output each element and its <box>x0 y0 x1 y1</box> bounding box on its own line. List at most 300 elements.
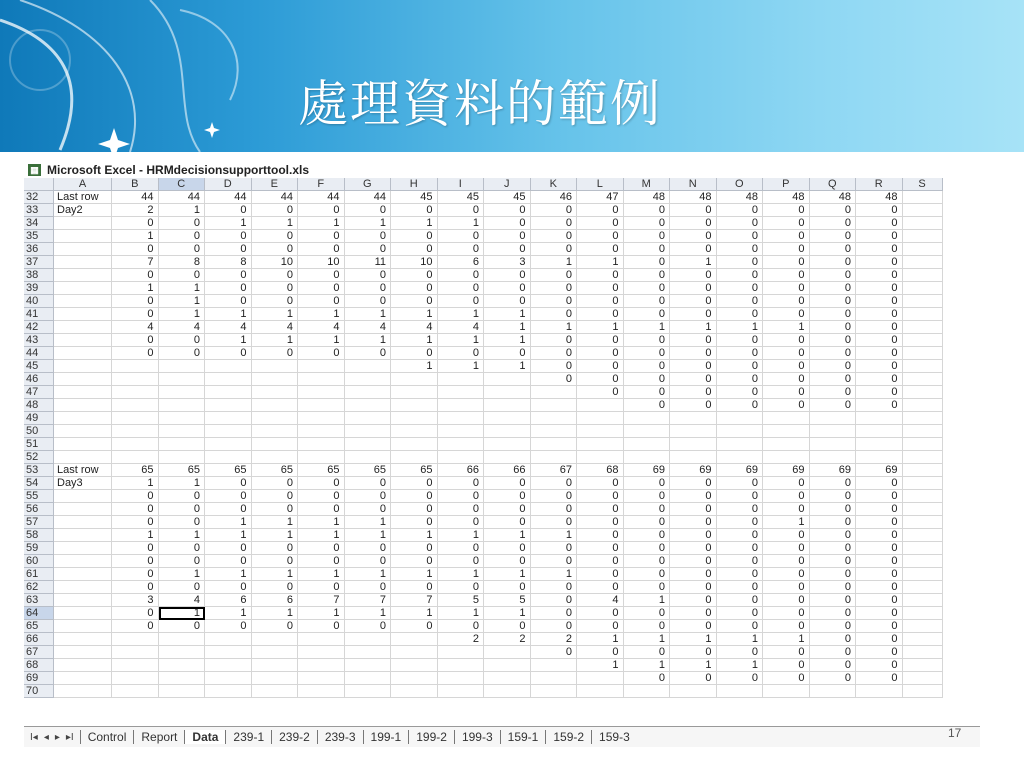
cell-e65[interactable]: 0 <box>252 620 299 633</box>
cell-h58[interactable]: 1 <box>391 529 438 542</box>
cell-n62[interactable]: 0 <box>670 581 717 594</box>
cell-m58[interactable]: 0 <box>624 529 671 542</box>
cell-o46[interactable]: 0 <box>717 373 764 386</box>
cell-f47[interactable] <box>298 386 345 399</box>
sheet-tab-159-2[interactable]: 159-2 <box>545 730 591 744</box>
cell-m67[interactable]: 0 <box>624 646 671 659</box>
cell-c67[interactable] <box>159 646 206 659</box>
cell-m69[interactable]: 0 <box>624 672 671 685</box>
row-header-32[interactable]: 32 <box>24 191 54 204</box>
cell-r48[interactable]: 0 <box>856 399 903 412</box>
cell-k70[interactable] <box>531 685 578 698</box>
cell-o48[interactable]: 0 <box>717 399 764 412</box>
row-header-58[interactable]: 58 <box>24 529 54 542</box>
cell-i53[interactable]: 66 <box>438 464 485 477</box>
cell-g47[interactable] <box>345 386 392 399</box>
cell-b62[interactable]: 0 <box>112 581 159 594</box>
cell-d53[interactable]: 65 <box>205 464 252 477</box>
cell-e53[interactable]: 65 <box>252 464 299 477</box>
cell-k40[interactable]: 0 <box>531 295 578 308</box>
cell-i46[interactable] <box>438 373 485 386</box>
cell-b48[interactable] <box>112 399 159 412</box>
cell-b67[interactable] <box>112 646 159 659</box>
cell-l41[interactable]: 0 <box>577 308 624 321</box>
cell-a36[interactable] <box>54 243 112 256</box>
cell-q42[interactable]: 0 <box>810 321 857 334</box>
cell-g65[interactable]: 0 <box>345 620 392 633</box>
cell-f43[interactable]: 1 <box>298 334 345 347</box>
cell-o64[interactable]: 0 <box>717 607 764 620</box>
cell-l67[interactable]: 0 <box>577 646 624 659</box>
cell-g42[interactable]: 4 <box>345 321 392 334</box>
cell-m45[interactable]: 0 <box>624 360 671 373</box>
cell-k52[interactable] <box>531 451 578 464</box>
cell-h49[interactable] <box>391 412 438 425</box>
cell-l32[interactable]: 47 <box>577 191 624 204</box>
cell-a48[interactable] <box>54 399 112 412</box>
cell-s65[interactable] <box>903 620 943 633</box>
cell-g59[interactable]: 0 <box>345 542 392 555</box>
cell-c56[interactable]: 0 <box>159 503 206 516</box>
cell-o32[interactable]: 48 <box>717 191 764 204</box>
cell-e56[interactable]: 0 <box>252 503 299 516</box>
cell-g64[interactable]: 1 <box>345 607 392 620</box>
cell-a34[interactable] <box>54 217 112 230</box>
cell-f37[interactable]: 10 <box>298 256 345 269</box>
cell-r32[interactable]: 48 <box>856 191 903 204</box>
cell-q39[interactable]: 0 <box>810 282 857 295</box>
cell-k42[interactable]: 1 <box>531 321 578 334</box>
cell-j34[interactable]: 0 <box>484 217 531 230</box>
row-header-55[interactable]: 55 <box>24 490 54 503</box>
cell-d41[interactable]: 1 <box>205 308 252 321</box>
column-header-p[interactable]: P <box>763 178 810 191</box>
row-header-49[interactable]: 49 <box>24 412 54 425</box>
cell-d38[interactable]: 0 <box>205 269 252 282</box>
cell-d33[interactable]: 0 <box>205 204 252 217</box>
cell-a50[interactable] <box>54 425 112 438</box>
cell-j70[interactable] <box>484 685 531 698</box>
cell-h36[interactable]: 0 <box>391 243 438 256</box>
cell-a51[interactable] <box>54 438 112 451</box>
cell-i35[interactable]: 0 <box>438 230 485 243</box>
cell-g67[interactable] <box>345 646 392 659</box>
cell-d46[interactable] <box>205 373 252 386</box>
cell-q32[interactable]: 48 <box>810 191 857 204</box>
cell-l47[interactable]: 0 <box>577 386 624 399</box>
cell-b56[interactable]: 0 <box>112 503 159 516</box>
cell-n36[interactable]: 0 <box>670 243 717 256</box>
cell-a61[interactable] <box>54 568 112 581</box>
cell-p70[interactable] <box>763 685 810 698</box>
row-header-44[interactable]: 44 <box>24 347 54 360</box>
cell-i41[interactable]: 1 <box>438 308 485 321</box>
row-header-59[interactable]: 59 <box>24 542 54 555</box>
cell-g61[interactable]: 1 <box>345 568 392 581</box>
cell-h69[interactable] <box>391 672 438 685</box>
cell-q48[interactable]: 0 <box>810 399 857 412</box>
cell-i43[interactable]: 1 <box>438 334 485 347</box>
cell-r38[interactable]: 0 <box>856 269 903 282</box>
column-header-d[interactable]: D <box>205 178 252 191</box>
cell-g60[interactable]: 0 <box>345 555 392 568</box>
cell-r67[interactable]: 0 <box>856 646 903 659</box>
cell-m42[interactable]: 1 <box>624 321 671 334</box>
cell-i57[interactable]: 0 <box>438 516 485 529</box>
row-header-56[interactable]: 56 <box>24 503 54 516</box>
cell-f59[interactable]: 0 <box>298 542 345 555</box>
cell-b34[interactable]: 0 <box>112 217 159 230</box>
cell-m43[interactable]: 0 <box>624 334 671 347</box>
cell-j44[interactable]: 0 <box>484 347 531 360</box>
row-header-61[interactable]: 61 <box>24 568 54 581</box>
cell-f38[interactable]: 0 <box>298 269 345 282</box>
cell-f65[interactable]: 0 <box>298 620 345 633</box>
row-header-69[interactable]: 69 <box>24 672 54 685</box>
cell-a46[interactable] <box>54 373 112 386</box>
cell-q38[interactable]: 0 <box>810 269 857 282</box>
cell-e37[interactable]: 10 <box>252 256 299 269</box>
cell-e51[interactable] <box>252 438 299 451</box>
cell-p56[interactable]: 0 <box>763 503 810 516</box>
cell-l63[interactable]: 4 <box>577 594 624 607</box>
cell-j48[interactable] <box>484 399 531 412</box>
cell-r56[interactable]: 0 <box>856 503 903 516</box>
cell-k50[interactable] <box>531 425 578 438</box>
cell-q57[interactable]: 0 <box>810 516 857 529</box>
column-header-k[interactable]: K <box>531 178 578 191</box>
cell-s69[interactable] <box>903 672 943 685</box>
cell-j42[interactable]: 1 <box>484 321 531 334</box>
cell-f61[interactable]: 1 <box>298 568 345 581</box>
cell-q61[interactable]: 0 <box>810 568 857 581</box>
cell-o62[interactable]: 0 <box>717 581 764 594</box>
cell-n66[interactable]: 1 <box>670 633 717 646</box>
cell-p54[interactable]: 0 <box>763 477 810 490</box>
cell-q56[interactable]: 0 <box>810 503 857 516</box>
cell-o49[interactable] <box>717 412 764 425</box>
cell-s49[interactable] <box>903 412 943 425</box>
cell-k68[interactable] <box>531 659 578 672</box>
cell-r41[interactable]: 0 <box>856 308 903 321</box>
cell-k54[interactable]: 0 <box>531 477 578 490</box>
column-header-l[interactable]: L <box>577 178 624 191</box>
cell-k63[interactable]: 0 <box>531 594 578 607</box>
cell-f68[interactable] <box>298 659 345 672</box>
cell-r68[interactable]: 0 <box>856 659 903 672</box>
row-header-38[interactable]: 38 <box>24 269 54 282</box>
column-header-o[interactable]: O <box>717 178 764 191</box>
cell-i49[interactable] <box>438 412 485 425</box>
cell-j49[interactable] <box>484 412 531 425</box>
cell-g53[interactable]: 65 <box>345 464 392 477</box>
cell-n53[interactable]: 69 <box>670 464 717 477</box>
cell-n37[interactable]: 1 <box>670 256 717 269</box>
cell-m64[interactable]: 0 <box>624 607 671 620</box>
cell-b63[interactable]: 3 <box>112 594 159 607</box>
cell-o34[interactable]: 0 <box>717 217 764 230</box>
cell-g49[interactable] <box>345 412 392 425</box>
cell-b68[interactable] <box>112 659 159 672</box>
cell-n33[interactable]: 0 <box>670 204 717 217</box>
cell-m70[interactable] <box>624 685 671 698</box>
cell-g35[interactable]: 0 <box>345 230 392 243</box>
cell-e46[interactable] <box>252 373 299 386</box>
cell-g68[interactable] <box>345 659 392 672</box>
row-header-70[interactable]: 70 <box>24 685 54 698</box>
cell-o39[interactable]: 0 <box>717 282 764 295</box>
cell-h35[interactable]: 0 <box>391 230 438 243</box>
cell-b53[interactable]: 65 <box>112 464 159 477</box>
cell-d39[interactable]: 0 <box>205 282 252 295</box>
cell-c59[interactable]: 0 <box>159 542 206 555</box>
cell-p61[interactable]: 0 <box>763 568 810 581</box>
cell-m66[interactable]: 1 <box>624 633 671 646</box>
sheet-tab-199-2[interactable]: 199-2 <box>408 730 454 744</box>
cell-m34[interactable]: 0 <box>624 217 671 230</box>
cell-c45[interactable] <box>159 360 206 373</box>
cell-k33[interactable]: 0 <box>531 204 578 217</box>
cell-b38[interactable]: 0 <box>112 269 159 282</box>
cell-r39[interactable]: 0 <box>856 282 903 295</box>
cell-o53[interactable]: 69 <box>717 464 764 477</box>
cell-s34[interactable] <box>903 217 943 230</box>
cell-k61[interactable]: 1 <box>531 568 578 581</box>
cell-j36[interactable]: 0 <box>484 243 531 256</box>
cell-d44[interactable]: 0 <box>205 347 252 360</box>
row-header-46[interactable]: 46 <box>24 373 54 386</box>
cell-c43[interactable]: 0 <box>159 334 206 347</box>
row-header-67[interactable]: 67 <box>24 646 54 659</box>
cell-f57[interactable]: 1 <box>298 516 345 529</box>
cell-e64[interactable]: 1 <box>252 607 299 620</box>
cell-q52[interactable] <box>810 451 857 464</box>
cell-o67[interactable]: 0 <box>717 646 764 659</box>
cell-q37[interactable]: 0 <box>810 256 857 269</box>
cell-m65[interactable]: 0 <box>624 620 671 633</box>
cell-b42[interactable]: 4 <box>112 321 159 334</box>
cell-d58[interactable]: 1 <box>205 529 252 542</box>
cell-o47[interactable]: 0 <box>717 386 764 399</box>
cell-d61[interactable]: 1 <box>205 568 252 581</box>
cell-c54[interactable]: 1 <box>159 477 206 490</box>
cell-c51[interactable] <box>159 438 206 451</box>
cell-n61[interactable]: 0 <box>670 568 717 581</box>
cell-i56[interactable]: 0 <box>438 503 485 516</box>
cell-a37[interactable] <box>54 256 112 269</box>
cell-k64[interactable]: 0 <box>531 607 578 620</box>
cell-l58[interactable]: 0 <box>577 529 624 542</box>
cell-n42[interactable]: 1 <box>670 321 717 334</box>
cell-l37[interactable]: 1 <box>577 256 624 269</box>
cell-q60[interactable]: 0 <box>810 555 857 568</box>
cell-p48[interactable]: 0 <box>763 399 810 412</box>
cell-a66[interactable] <box>54 633 112 646</box>
cell-b52[interactable] <box>112 451 159 464</box>
cell-o33[interactable]: 0 <box>717 204 764 217</box>
cell-r61[interactable]: 0 <box>856 568 903 581</box>
cell-h44[interactable]: 0 <box>391 347 438 360</box>
cell-s53[interactable] <box>903 464 943 477</box>
cell-r37[interactable]: 0 <box>856 256 903 269</box>
cell-f35[interactable]: 0 <box>298 230 345 243</box>
cell-m46[interactable]: 0 <box>624 373 671 386</box>
cell-g56[interactable]: 0 <box>345 503 392 516</box>
cell-i45[interactable]: 1 <box>438 360 485 373</box>
sheet-tab-239-2[interactable]: 239-2 <box>271 730 317 744</box>
cell-j59[interactable]: 0 <box>484 542 531 555</box>
row-header-60[interactable]: 60 <box>24 555 54 568</box>
cell-q40[interactable]: 0 <box>810 295 857 308</box>
cell-h51[interactable] <box>391 438 438 451</box>
cell-b40[interactable]: 0 <box>112 295 159 308</box>
cell-e49[interactable] <box>252 412 299 425</box>
sheet-tab-data[interactable]: Data <box>184 730 225 744</box>
cell-q64[interactable]: 0 <box>810 607 857 620</box>
cell-r40[interactable]: 0 <box>856 295 903 308</box>
cell-h65[interactable]: 0 <box>391 620 438 633</box>
cell-s44[interactable] <box>903 347 943 360</box>
cell-g41[interactable]: 1 <box>345 308 392 321</box>
cell-p66[interactable]: 1 <box>763 633 810 646</box>
cell-r69[interactable]: 0 <box>856 672 903 685</box>
cell-l34[interactable]: 0 <box>577 217 624 230</box>
cell-k69[interactable] <box>531 672 578 685</box>
cell-a52[interactable] <box>54 451 112 464</box>
cell-a53[interactable]: Last row <box>54 464 112 477</box>
cell-q66[interactable]: 0 <box>810 633 857 646</box>
cell-b57[interactable]: 0 <box>112 516 159 529</box>
cell-j62[interactable]: 0 <box>484 581 531 594</box>
cell-o52[interactable] <box>717 451 764 464</box>
cell-e36[interactable]: 0 <box>252 243 299 256</box>
cell-p59[interactable]: 0 <box>763 542 810 555</box>
cell-m39[interactable]: 0 <box>624 282 671 295</box>
cell-s61[interactable] <box>903 568 943 581</box>
row-header-53[interactable]: 53 <box>24 464 54 477</box>
sheet-tab-239-1[interactable]: 239-1 <box>225 730 271 744</box>
column-header-e[interactable]: E <box>252 178 299 191</box>
cell-m53[interactable]: 69 <box>624 464 671 477</box>
cell-q34[interactable]: 0 <box>810 217 857 230</box>
cell-i58[interactable]: 1 <box>438 529 485 542</box>
cell-d47[interactable] <box>205 386 252 399</box>
cell-c33[interactable]: 1 <box>159 204 206 217</box>
cell-d64[interactable]: 1 <box>205 607 252 620</box>
cell-m59[interactable]: 0 <box>624 542 671 555</box>
cell-s58[interactable] <box>903 529 943 542</box>
cell-d65[interactable]: 0 <box>205 620 252 633</box>
cell-s52[interactable] <box>903 451 943 464</box>
cell-k35[interactable]: 0 <box>531 230 578 243</box>
cell-o58[interactable]: 0 <box>717 529 764 542</box>
cell-a40[interactable] <box>54 295 112 308</box>
cell-d54[interactable]: 0 <box>205 477 252 490</box>
cell-i37[interactable]: 6 <box>438 256 485 269</box>
cell-f58[interactable]: 1 <box>298 529 345 542</box>
cell-c62[interactable]: 0 <box>159 581 206 594</box>
cell-s38[interactable] <box>903 269 943 282</box>
column-header-i[interactable]: I <box>438 178 485 191</box>
cell-l59[interactable]: 0 <box>577 542 624 555</box>
cell-p37[interactable]: 0 <box>763 256 810 269</box>
cell-n34[interactable]: 0 <box>670 217 717 230</box>
cell-h32[interactable]: 45 <box>391 191 438 204</box>
cell-i39[interactable]: 0 <box>438 282 485 295</box>
cell-h59[interactable]: 0 <box>391 542 438 555</box>
cell-h45[interactable]: 1 <box>391 360 438 373</box>
cell-l39[interactable]: 0 <box>577 282 624 295</box>
cell-n67[interactable]: 0 <box>670 646 717 659</box>
cell-b54[interactable]: 1 <box>112 477 159 490</box>
cell-a33[interactable]: Day2 <box>54 204 112 217</box>
cell-g50[interactable] <box>345 425 392 438</box>
cell-i64[interactable]: 1 <box>438 607 485 620</box>
cell-l66[interactable]: 1 <box>577 633 624 646</box>
cell-m60[interactable]: 0 <box>624 555 671 568</box>
row-header-45[interactable]: 45 <box>24 360 54 373</box>
cell-r44[interactable]: 0 <box>856 347 903 360</box>
cell-l56[interactable]: 0 <box>577 503 624 516</box>
cell-k60[interactable]: 0 <box>531 555 578 568</box>
cell-g48[interactable] <box>345 399 392 412</box>
cell-b46[interactable] <box>112 373 159 386</box>
cell-e59[interactable]: 0 <box>252 542 299 555</box>
cell-g52[interactable] <box>345 451 392 464</box>
cell-s48[interactable] <box>903 399 943 412</box>
row-header-52[interactable]: 52 <box>24 451 54 464</box>
cell-d52[interactable] <box>205 451 252 464</box>
cell-b70[interactable] <box>112 685 159 698</box>
cell-b47[interactable] <box>112 386 159 399</box>
cell-n35[interactable]: 0 <box>670 230 717 243</box>
cell-f55[interactable]: 0 <box>298 490 345 503</box>
cell-i67[interactable] <box>438 646 485 659</box>
cell-f63[interactable]: 7 <box>298 594 345 607</box>
cell-a67[interactable] <box>54 646 112 659</box>
cell-p57[interactable]: 1 <box>763 516 810 529</box>
cell-m55[interactable]: 0 <box>624 490 671 503</box>
cell-r45[interactable]: 0 <box>856 360 903 373</box>
cell-n39[interactable]: 0 <box>670 282 717 295</box>
cell-s43[interactable] <box>903 334 943 347</box>
cell-l62[interactable]: 0 <box>577 581 624 594</box>
cell-e60[interactable]: 0 <box>252 555 299 568</box>
cell-f53[interactable]: 65 <box>298 464 345 477</box>
cell-j43[interactable]: 1 <box>484 334 531 347</box>
cell-c44[interactable]: 0 <box>159 347 206 360</box>
cell-k36[interactable]: 0 <box>531 243 578 256</box>
cell-h52[interactable] <box>391 451 438 464</box>
cell-f39[interactable]: 0 <box>298 282 345 295</box>
cell-d60[interactable]: 0 <box>205 555 252 568</box>
cell-c70[interactable] <box>159 685 206 698</box>
cell-q47[interactable]: 0 <box>810 386 857 399</box>
cell-p33[interactable]: 0 <box>763 204 810 217</box>
cell-q68[interactable]: 0 <box>810 659 857 672</box>
cell-m48[interactable]: 0 <box>624 399 671 412</box>
cell-i38[interactable]: 0 <box>438 269 485 282</box>
cell-k41[interactable]: 0 <box>531 308 578 321</box>
cell-e45[interactable] <box>252 360 299 373</box>
cell-e50[interactable] <box>252 425 299 438</box>
cell-p50[interactable] <box>763 425 810 438</box>
cell-p53[interactable]: 69 <box>763 464 810 477</box>
cell-n55[interactable]: 0 <box>670 490 717 503</box>
cell-i55[interactable]: 0 <box>438 490 485 503</box>
cell-r63[interactable]: 0 <box>856 594 903 607</box>
cell-d50[interactable] <box>205 425 252 438</box>
